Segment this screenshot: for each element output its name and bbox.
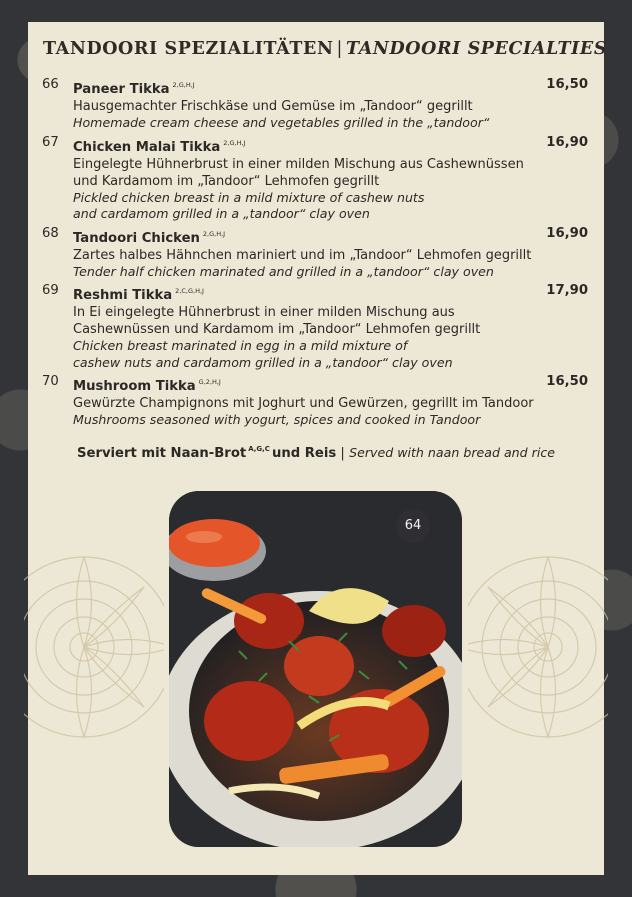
item-number: 70 [42,374,59,389]
menu-item-68 [42,226,590,281]
title-german: TANDOORI SPEZIALITÄTEN [43,39,334,59]
served-separator: | [340,446,345,461]
tandoori-dish-photo [169,491,462,847]
item-name: Chicken Malai Tikka $^{2,G,H,J}$ [73,138,246,155]
served-allergens: A,G,C [248,445,270,453]
served-with-note [28,445,604,461]
item-description-de: Gewürzte Champignons mit Joghurt und Gewürzen, gegrillt im Tandoor [73,396,534,411]
menu-item-67 [42,135,590,223]
item-allergens: G,2,H,J [198,378,221,386]
item-description-de: Zartes halbes Hähnchen mariniert und im „Tandoor“ Lehmofen gegrillt [73,247,532,263]
title-separator: | [336,39,344,59]
item-name: Mushroom Tikka $^{G,2,H,J}$ [73,378,221,394]
item-price: 17,90 [546,283,588,298]
menu-item-70 [42,374,590,429]
item-description-en: Mushrooms seasoned with yogurt, spices and cooked in Tandoor [73,412,481,427]
item-description-en: cashew nuts and cardamom grilled in a „tandoor“ clay oven [73,354,453,370]
item-allergens: 2,G,H,J [202,229,226,238]
item-price: 16,50 [546,77,588,92]
item-description-de: Cashewnüssen und Kardamom im „Tandoor“ Lehmofen gegrillt [73,322,481,337]
served-english: Served with naan bread and rice [349,445,555,460]
dish-number-badge: 64 [396,509,430,543]
item-name: Tandoori Chicken $^{2,G,H,J}$ [73,229,226,246]
item-description-de: In Ei eingelegte Hühnerbrust in einer milden Mischung aus [73,305,455,320]
item-allergens: 2,G,H,J [223,138,246,147]
menu-items [42,77,590,432]
item-price: 16,90 [546,225,588,241]
item-number: 66 [42,77,59,92]
item-number: 69 [42,283,59,298]
item-description-de: Eingelegte Hühnerbrust in einer milden Mischung aus Cashewnüssen [73,156,524,172]
item-description-en: and cardamom grilled in a „tandoor“ clay oven [73,206,370,221]
left-mandala-ornament [24,527,164,767]
item-name: Paneer Tikka $^{2,G,H,J}$ [73,81,195,97]
title-english: TANDOORI SPECIALTIES [346,39,608,59]
item-description-en: Tender half chicken marinated and grilled in a „tandoor“ clay oven [73,263,494,279]
item-name: Reshmi Tikka $^{2,C,G,H,J}$ [73,287,204,303]
item-description-de: und Kardamom im „Tandoor“ Lehmofen gegrillt [73,173,380,189]
menu-item-66 [42,77,590,132]
served-german-1: Serviert mit Naan-Brot [77,446,247,461]
menu-panel [28,22,608,875]
item-description-de: Hausgemachter Frischkäse und Gemüse im „Tandoor“ gegrillt [73,99,473,114]
item-allergens: 2,C,G,H,J [175,287,204,295]
right-mandala-ornament [468,527,608,767]
item-description-en: Pickled chicken breast in a mild mixture of cashew nuts [73,189,425,205]
item-description-en: Chicken breast marinated in egg in a mild mixture of [73,338,408,353]
item-description-en: Homemade cream cheese and vegetables grilled in the „tandoor“ [73,115,490,130]
section-title [43,39,607,59]
item-number: 68 [42,225,59,241]
item-price: 16,90 [546,134,588,150]
served-german-2: und Reis [271,446,337,461]
item-number: 67 [42,134,59,150]
item-price: 16,50 [546,374,588,389]
menu-item-69 [42,283,590,371]
item-allergens: 2,G,H,J [172,81,195,89]
